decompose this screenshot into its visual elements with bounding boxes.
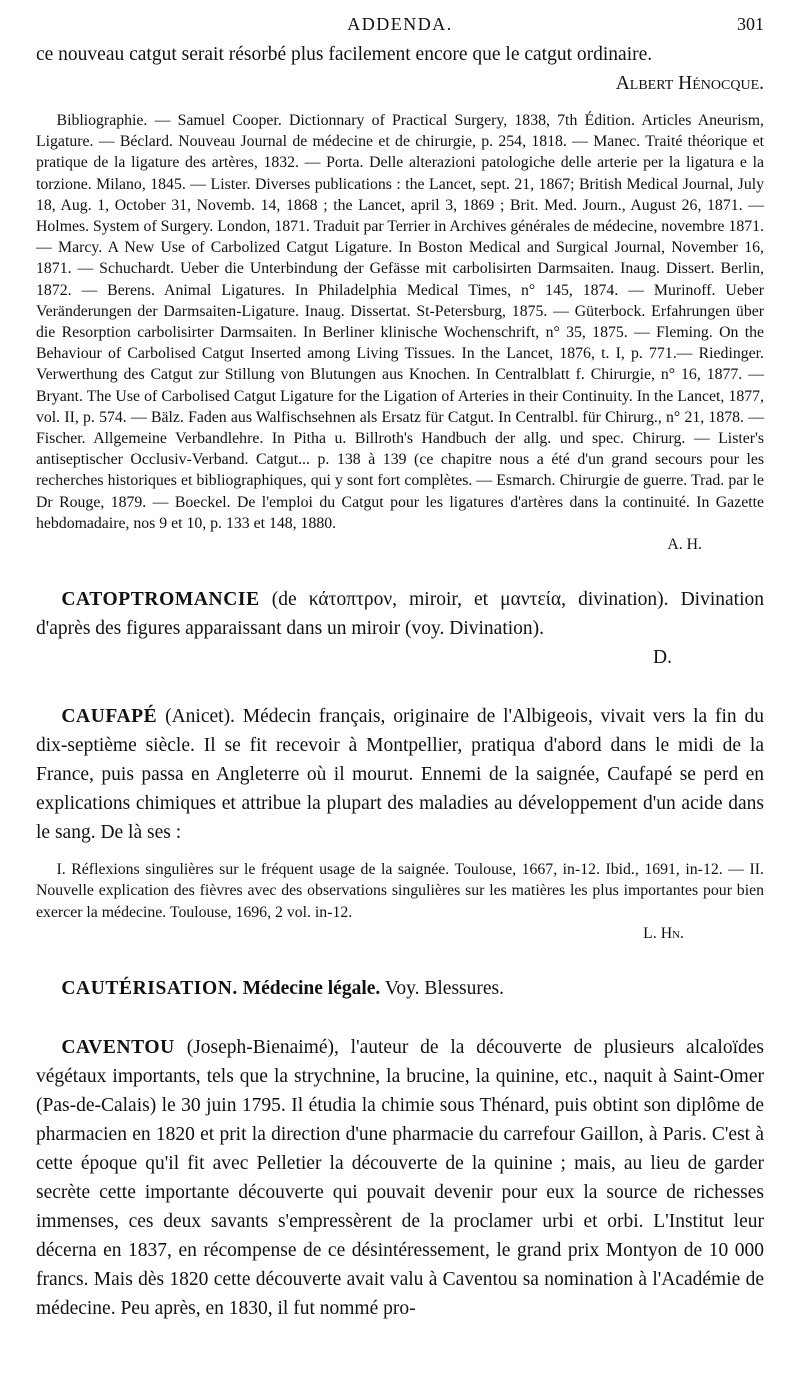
entry-text: (Joseph-Bienaimé), l'auteur de la découverte de plusieurs alcaloïdes végétaux importants, tels que la strychnine, la brucine, la quinine, etc., naquit à Saint-Omer (Pas-de-Calais) le 30 juin 1795. Il étudia la chimie sous Thénard, puis obtint son diplôme de pharmacien en 1820 et prit la direction d'une pharmacie du carrefour Gaillon, à Paris. C'est à cette époque qu'il fit avec Pelletier la découverte de la quinine ; mais, au lieu de garder secrète cette importante découverte qui pouvait devenir pour eux la source de richesses immenses, ces deux savants s'empressèrent de la proclamer urbi et orbi. L'Institut leur décerna en 1837, en récompense de ce désintéressement, le grand prix Montyon de 10 000 francs. Mais dès 1820 cette découverte avait valu à Caventou sa nomination à l'Académie de médecine. Peu après, en 1830, il fut nommé pro- (36, 1037, 765, 1320)
headword: CAUFAPÉ (61, 706, 158, 728)
entry-text: (Anicet). Médecin français, originaire de l'Albigeois, vivait vers la fin du dix-septième siècle. Il se fit recevoir à Montpellier, pratiqua d'abord dans le midi de la France, puis passa en Angleterre où il mourut. Ennemi de la saignée, Caufapé se perd en explications chimiques et attribue la plupart des maladies au développement d'un acide dans le sang. De là ses : (36, 706, 764, 844)
running-head-title: ADDENDA. (347, 14, 453, 34)
entry-caufape (36, 702, 764, 944)
subhead: Médecine légale. (242, 978, 381, 1000)
headword: CATOPTROMANCIE (61, 589, 260, 611)
entry-text: (de κάτοπτρον, miroir, et μαντεία, divination). Divination d'après des figures apparaissant dans un miroir (voy. Divination). (36, 589, 765, 640)
author-signature: D. (653, 647, 672, 669)
paragraph: ce nouveau catgut serait résorbé plus facilement encore que le catgut ordinaire. (36, 44, 653, 65)
entry-caventou (36, 1033, 764, 1323)
entry-catoptromancie (36, 585, 764, 672)
author-signature: A. H. (667, 536, 702, 554)
cross-reference: Voy. Blessures. (384, 978, 504, 1000)
works-list: I. Réflexions singulières sur le fréquent usage de la saignée. Toulouse, 1667, in-12. Ibid., 1691, in-12. — II. Nouvelle explication des fièvres avec des observations singulières sur les matières les plus importantes pour bien exercer la médecine. Toulouse, 1696, 2 vol. in-12. (36, 861, 764, 921)
entry-cauterisation (36, 974, 764, 1003)
headword: CAVENTOU (61, 1037, 175, 1059)
running-head (36, 14, 764, 40)
author-signature: L. Hn. (643, 924, 684, 942)
entry-continuation (36, 40, 764, 98)
bibliography-text: Bibliographie. — Samuel Cooper. Dictionnary of Practical Surgery, 1838, 7th Édition. Articles Aneurism, Ligature. — Béclard. Nouveau Journal de médecine et de chirurgie, p. 254, 1818. — Manec. Traité théorique et pratique de la ligature des artères, 1832. — Porta. Delle alterazioni patologiche delle arterie per la ligatura e la torzione. Milano, 1845. — Lister. Diverses publications : the Lancet, sept. 21, 1867; British Medical Journal, July 18, Aug. 1, October 31, Novemb. 14, 1868 ; the Lancet, april 3, 1869 ; Brit. Med. Journ., August 26, 1871. — Holmes. System of Surgery. London, 1871. Traduit par Terrier in Archives générales de médecine, novembre 1871. — Marcy. A New Use of Carbolized Catgut Ligature. In Boston Medical and Surgical Journal, November 16, 1871. — Schuchardt. Ueber die Unterbindung der Gefässe mit carbolisirten Darmsaiten. Inaug. Dissert. Berlin, 1872. — Berens. Animal Ligatures. In Philadelphia Medical Times, n° 145, 1874. — Murinoff. Ueber Veränderungen der Darmsaiten-Ligature. Inaug. Dissertat. St-Petersburg, 1875. — Güterbock. Erfahrungen über die Resorption carbolisirter Darmsaiten. In Berliner klinische Wochenschrift, n° 35, 1875. — Fleming. On the Behaviour of Carbolised Catgut Inserted among Living Tissues. In the Lancet, 1876, t. I, p. 771.— Riedinger. Verwerthung des Catgut zur Stillung von Blutungen aus Knochen. In Centralblatt f. Chirurgie, n° 16, 1877. — Bryant. The Use of Carbolised Catgut Ligature for the Ligation of Arteries in their Continuity. In the Lancet, 1877, vol. II, p. 574. — Bälz. Faden aus Walfischsehnen als Ersatz für Catgut. In Centralbl. für Chirurg., n° 21, 1878. — Fischer. Allgemeine Verbandlehre. In Pitha u. Billroth's Handbuch der allg. und spec. Chirurg. — Lister's antiseptischer Occlusiv-Verband. Catgut... p. 138 à 139 (ce chapitre nous a été d'un grand secours pour les recherches historiques et bibliographiques, qui y sont fort complètes. — Esmarch. Chirurgie de guerre. Trad. par le Dr Rouge, 1879. — Boeckel. De l'emploi du Catgut pour les ligatures d'artères dans la continuité. In Gazette hebdomadaire, nos 9 et 10, p. 133 et 148, 1880. (36, 112, 764, 532)
bibliography (36, 110, 764, 555)
author-signature: Albert Hénocque. (615, 73, 764, 94)
headword: CAUTÉRISATION. (61, 978, 238, 1000)
page-number: 301 (737, 14, 764, 34)
